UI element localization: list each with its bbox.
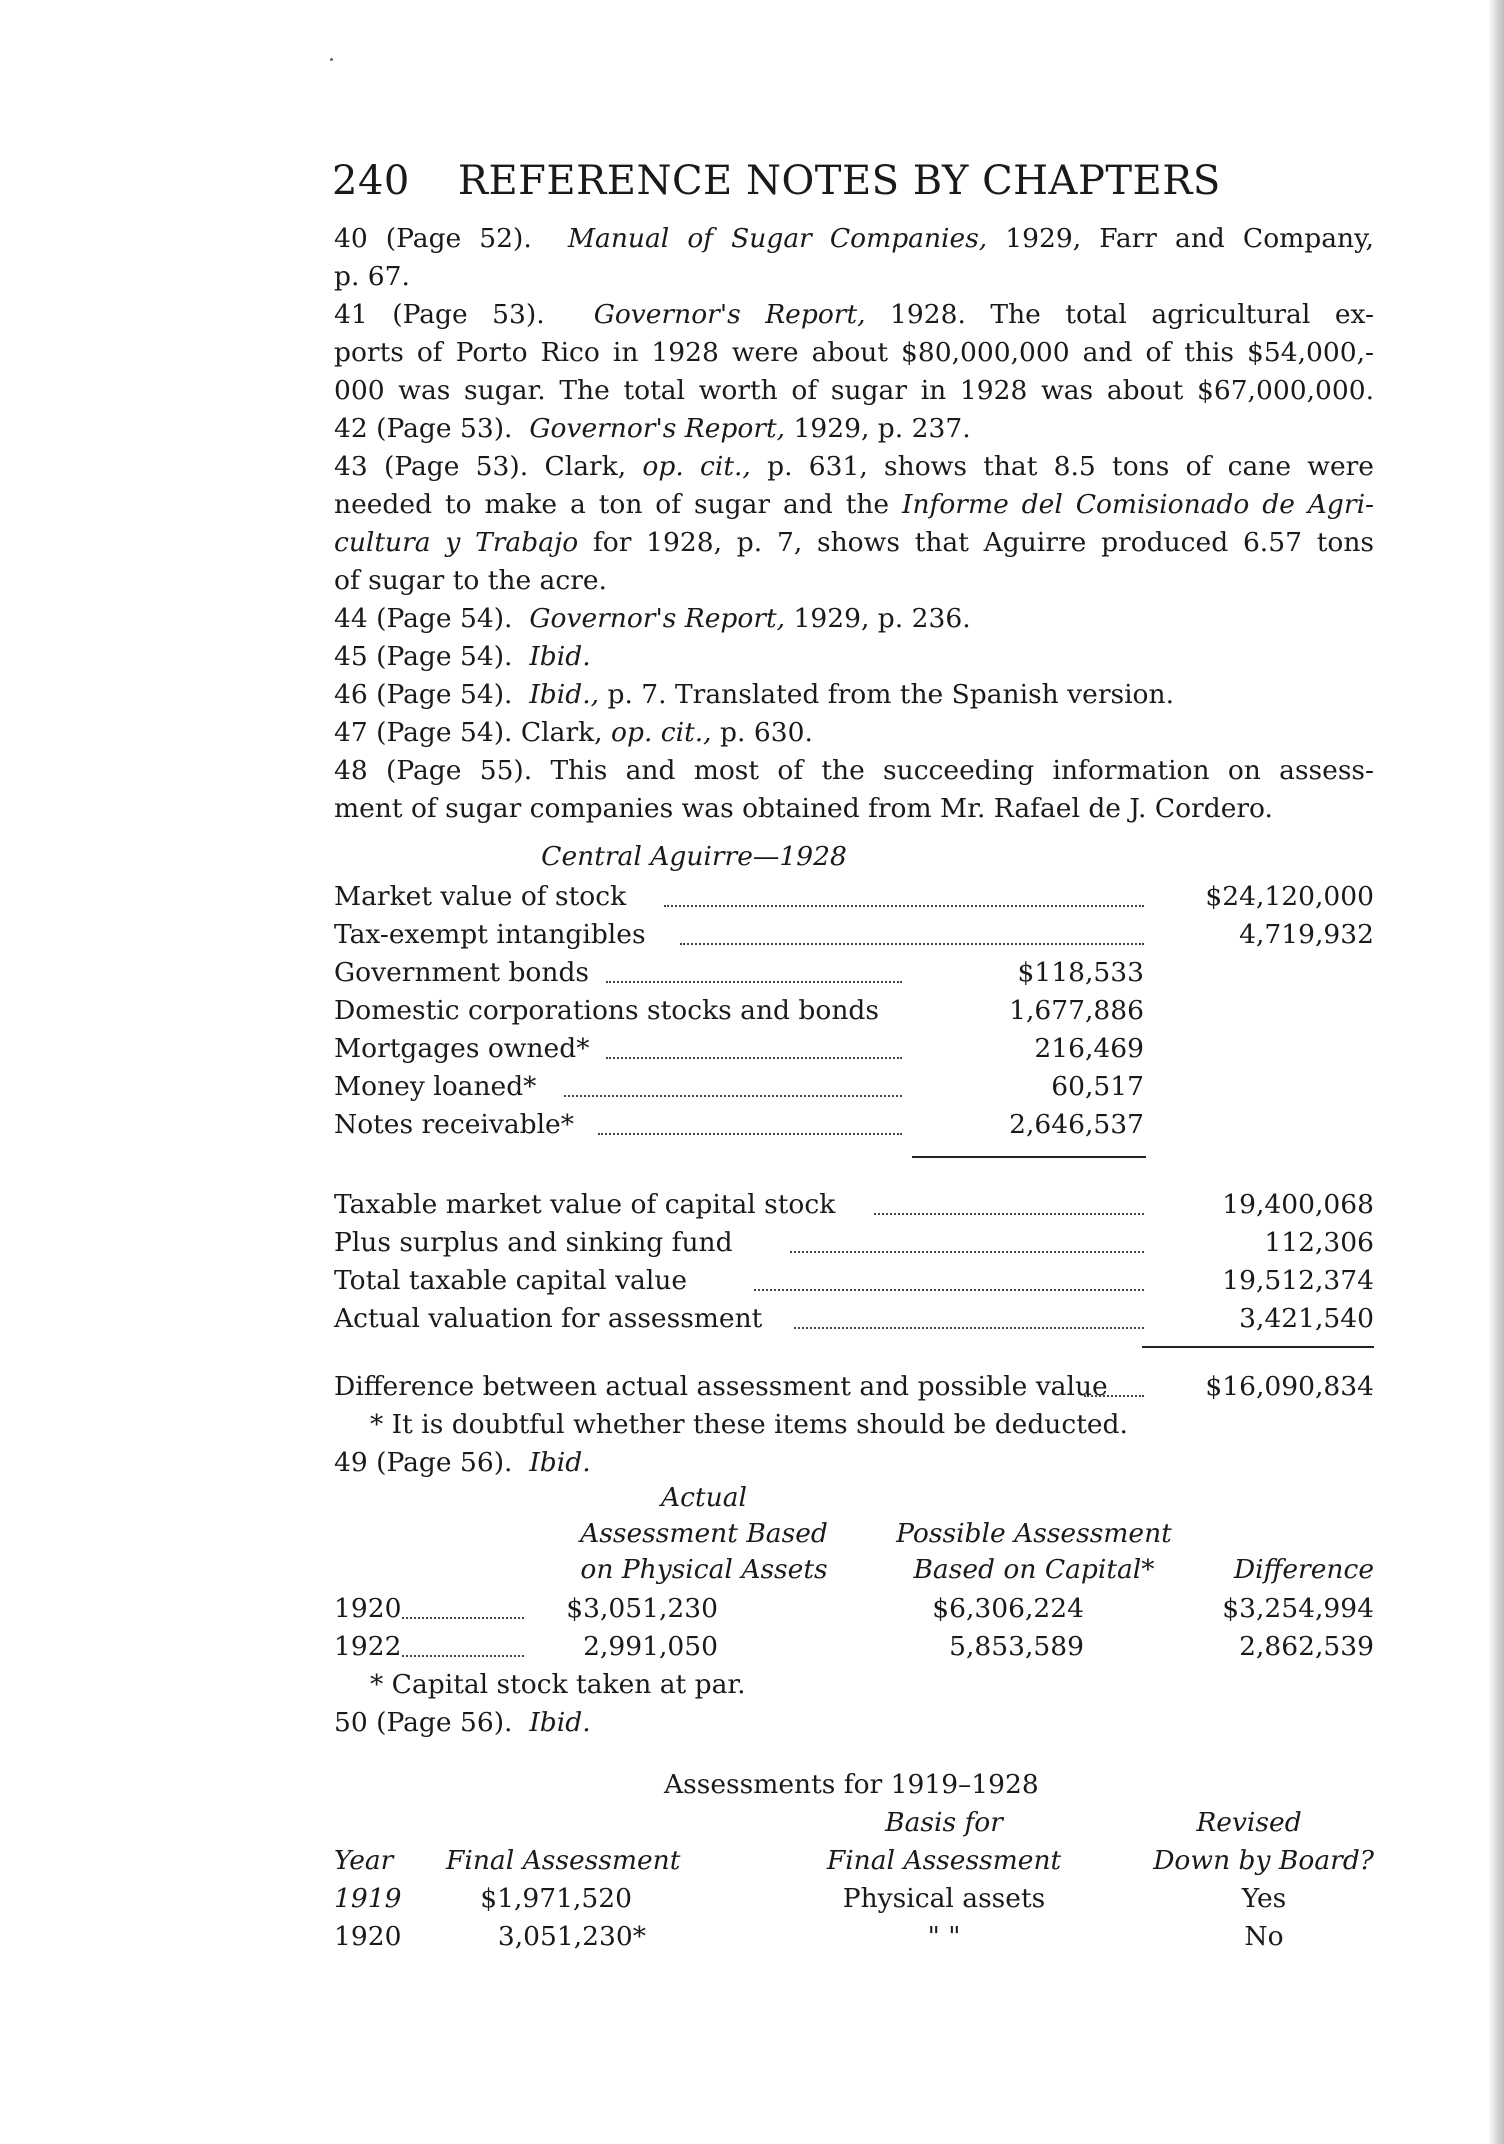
note-41-line1: 41 (Page 53). Governor's Report, 1928. The total agricultural ex- [334,299,1374,330]
total-rule [1142,1346,1374,1348]
table-row: Money loaned* 60,517 [334,1071,1144,1102]
reference-notes [334,220,1374,828]
table-row: Total taxable capital value 19,512,374 [334,1265,1374,1296]
footnote: * Capital stock taken at par. [370,1669,746,1700]
assessments-table: Assessments for 1919–1928 Basis for Revised Year Final Assessment Final Assessment Down by Board? 1919 $1,971,520 Physical assets Yes 1920 3,051,230* " " No [334,1766,1374,1966]
note-47: 47 (Page 54). Clark, op. cit., p. 630. [334,717,813,748]
note-43-line4: of sugar to the acre. [334,565,607,596]
running-header [332,158,1221,204]
note-43-line3: cultura y Trabajo for 1928, p. 7, shows that Aguirre produced 6.57 tons [334,527,1374,558]
table-row: Market value of stock $24,120,000 [334,881,1374,912]
note-49: 49 (Page 56). Ibid. [334,1447,591,1478]
note-48-line1: 48 (Page 55). This and most of the succeeding information on assess- [334,755,1374,786]
table-row: Domestic corporations stocks and bonds 1,677,886 [334,995,1144,1026]
footnote: * It is doubtful whether these items should be deducted. [370,1409,1128,1440]
note-50: 50 (Page 56). Ibid. [334,1707,591,1738]
difference-row: Difference between actual assessment and possible value $16,090,834 [334,1371,1374,1402]
note-44: 44 (Page 54). Governor's Report, 1929, p. 236. [334,603,971,634]
note-48-line2: ment of sugar companies was obtained from Mr. Rafael de J. Cordero. [334,793,1273,824]
page-edge-shadow [1488,0,1504,2144]
table-row: Tax-exempt intangibles 4,719,932 [334,919,1374,950]
table-row: Mortgages owned* 216,469 [334,1033,1144,1064]
table-row: 1922 2,991,050 5,853,589 2,862,539 [334,1631,1374,1662]
note-43-line2: needed to make a ton of sugar and the Informe del Comisionado de Agri- [334,489,1374,520]
note-46: 46 (Page 54). Ibid., p. 7. Translated from the Spanish version. [334,679,1175,710]
table-row: Government bonds $118,533 [334,957,1144,988]
note-42: 42 (Page 53). Governor's Report, 1929, p. 237. [334,413,971,444]
page-number: 240 [332,158,410,204]
table-row: Actual valuation for assessment 3,421,540 [334,1303,1374,1334]
note-40-line1: 40 (Page 52). Manual of Sugar Companies, 1929, Farr and Company, [334,223,1374,254]
table-row: 1920 [334,1921,402,1952]
table-row: Notes receivable* 2,646,537 [334,1109,1144,1140]
print-speck [330,58,333,61]
note-41-line2: ports of Porto Rico in 1928 were about $80,000,000 and of this $54,000,- [334,337,1374,368]
note-45: 45 (Page 54). Ibid. [334,641,591,672]
subtotal-rule [912,1156,1146,1158]
table-row: Plus surplus and sinking fund 112,306 [334,1227,1374,1258]
note-43-line1: 43 (Page 53). Clark, op. cit., p. 631, shows that 8.5 tons of cane were [334,451,1374,482]
header-title: REFERENCE NOTES BY CHAPTERS [457,158,1221,204]
table-title: Assessments for 1919–1928 [664,1769,1039,1800]
table-row: 1919 [334,1883,402,1914]
assessment-comparison-table: Actual Assessment Based on Physical Assets Possible Assessment Based on Capital* Difference 1920 $3,051,230 $6,306,224 $3,254,994 1922 2,991,050 5,853,589 2,862,539 * Capital stock taken at par. 50 (Page 56). Ibid. [334,1480,1374,1730]
table-row: 1920 $3,051,230 $6,306,224 $3,254,994 [334,1593,1374,1624]
table-row: Taxable market value of capital stock 19,400,068 [334,1189,1374,1220]
aguirre-table [334,838,1374,1478]
note-41-line3: 000 was sugar. The total worth of sugar in 1928 was about $67,000,000. [334,375,1374,406]
aguirre-title: Central Aguirre—1928 [541,841,847,872]
note-40-line2: p. 67. [334,261,410,292]
